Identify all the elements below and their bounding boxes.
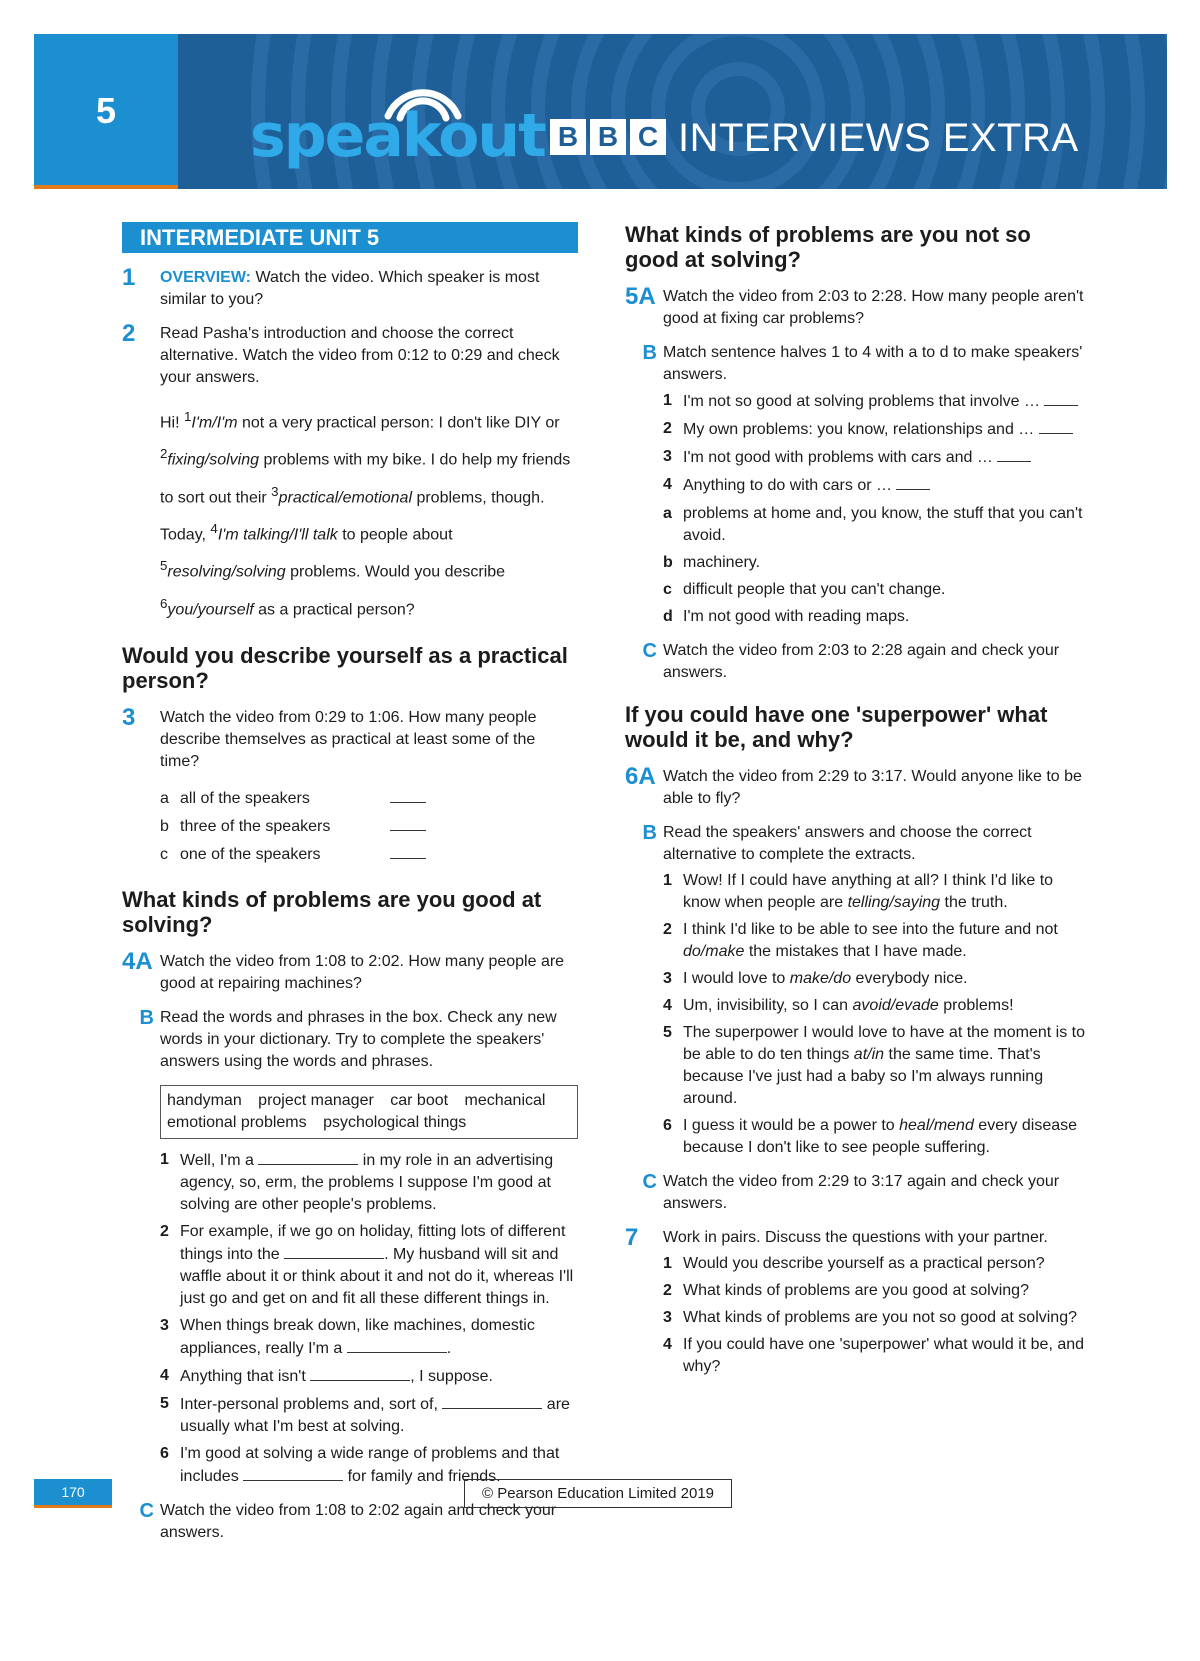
exercise-letter: C (642, 640, 657, 662)
answer-gap[interactable] (997, 446, 1031, 462)
text-before: For example, if we go on holiday, fitting lots of different things into the (180, 1222, 566, 1263)
exercise-letter: C (642, 1171, 657, 1193)
text-after: . My husband will sit and waffle about it or think about it and not do it, whereas I'll just go and get on and fit all these different things in. (180, 1245, 574, 1307)
item-number: 3 (160, 1316, 169, 1334)
page-accent-strip (34, 1505, 112, 1508)
exercise-5c (625, 640, 1085, 684)
exercise-number: 3 (122, 703, 136, 731)
text-before: I would love to (683, 970, 790, 987)
para-text: as a practical person? (253, 600, 415, 618)
question-text: If you could have one 'superpower' what would it be, and why? (683, 1336, 1085, 1375)
answer-gap[interactable] (258, 1149, 358, 1165)
list-item (663, 418, 1085, 441)
list-item (160, 1221, 578, 1310)
unit-number: 5 (95, 90, 117, 131)
sentence-endings (625, 503, 1085, 628)
item-number: 4 (663, 997, 672, 1014)
exercise-5b (625, 342, 1085, 386)
question-text: What kinds of problems are you not so good at solving? (683, 1309, 1077, 1326)
discussion-questions (625, 1253, 1085, 1378)
alternative-choice[interactable]: make/do (789, 970, 852, 987)
gap-number: 1 (184, 409, 192, 424)
option-row (160, 841, 578, 869)
list-item (160, 1393, 578, 1438)
text-before: I guess it would be a power to (683, 1117, 900, 1134)
list-item (663, 1280, 1085, 1302)
alternative-choice[interactable]: heal/mend (899, 1117, 974, 1134)
gap-number: 4 (210, 520, 218, 536)
list-item (663, 552, 1085, 574)
header-banner (34, 34, 1167, 189)
list-item (663, 1334, 1085, 1378)
logo-text: speakout (250, 101, 545, 171)
answer-blank[interactable] (390, 785, 426, 803)
alternative-choice[interactable]: I'm talking/I'll talk (217, 526, 338, 544)
box-word: emotional problems (167, 1113, 307, 1131)
half-text: I'm not good with problems with cars and … (683, 449, 993, 466)
half-text: Anything to do with cars or … (683, 477, 892, 494)
unit-heading: INTERMEDIATE UNIT 5 (122, 222, 578, 253)
option-text: all of the speakers (180, 789, 310, 807)
list-item (663, 919, 1085, 963)
left-column (122, 222, 578, 1556)
list-item (663, 579, 1085, 601)
speakout-logo (250, 101, 545, 171)
exercise-1 (122, 264, 578, 311)
item-letter: c (663, 581, 672, 598)
exercise-letter: B (642, 342, 657, 364)
item-text (180, 1365, 578, 1388)
text-before: Anything that isn't (180, 1367, 311, 1385)
text-after: in my role in an advertising agency, so, erm, the problems I suppose I'm good at solving are other people's problems. (180, 1151, 554, 1213)
list-item (160, 1149, 578, 1216)
overview-label: OVERVIEW: (160, 269, 251, 286)
list-item (663, 1022, 1085, 1110)
list-item (663, 1115, 1085, 1159)
half-text: I'm not so good at solving problems that involve … (683, 393, 1041, 410)
text-before: Wow! If I could have anything at all? I think I'd like to know when people are (683, 872, 1054, 911)
item-number: 2 (160, 1222, 169, 1240)
alternative-choice[interactable]: do/make (683, 943, 745, 960)
instruction-text: Watch the video from 2:29 to 3:17 again and check your answers. (663, 1173, 1060, 1212)
item-number: 1 (663, 1255, 672, 1272)
answer-gap[interactable] (442, 1393, 542, 1409)
list-item (663, 995, 1085, 1017)
answer-gap[interactable] (284, 1243, 384, 1259)
text-after: problems! (938, 997, 1014, 1014)
box-word: psychological things (323, 1113, 467, 1131)
text-before: Inter-personal problems and, sort of, (180, 1395, 443, 1413)
exercise-6c (625, 1171, 1085, 1215)
box-word: mechanical (464, 1091, 546, 1109)
text-before: I think I'd like to be able to see into the future and not (683, 921, 1058, 938)
answer-gap[interactable] (1039, 418, 1073, 434)
page-number: 170 (34, 1479, 112, 1505)
list-item (663, 390, 1085, 413)
exercise-letter: C (139, 1499, 154, 1522)
item-text (683, 1115, 1085, 1159)
para-text: Hi! (160, 414, 184, 432)
item-text (683, 390, 1085, 413)
instruction-text: Watch the video from 2:03 to 2:28 again and check your answers. (663, 642, 1060, 681)
item-text (683, 870, 1085, 914)
item-number: 4 (160, 1366, 169, 1384)
gap-number: 3 (271, 483, 279, 499)
text-before: The superpower I would love to have at the moment is to be able to do ten things (683, 1024, 1085, 1063)
item-number: 1 (663, 392, 672, 409)
exercise-number: 7 (625, 1224, 639, 1251)
list-item (663, 870, 1085, 914)
option-text: three of the speakers (180, 817, 331, 835)
bbc-letter: B (590, 119, 626, 155)
item-letter: a (663, 505, 672, 522)
half-text: My own problems: you know, relationships and … (683, 421, 1035, 438)
answer-gap[interactable] (243, 1465, 343, 1481)
pasha-introduction (122, 401, 578, 625)
instruction-text: Match sentence halves 1 to 4 with a to d to make speakers' answers. (663, 344, 1083, 383)
list-item (160, 1315, 578, 1360)
alternative-choice[interactable]: you/yourself (167, 600, 254, 618)
item-text: difficult people that you can't change. (683, 581, 946, 598)
instruction-text: Read the speakers' answers and choose the correct alternative to complete the extracts. (663, 824, 1032, 863)
text-after: are usually what I'm best at solving. (180, 1395, 570, 1435)
text-after: the same time. That's because I've just had a baby so I'm always running around. (683, 1046, 1044, 1107)
text-before: Well, I'm a (180, 1151, 259, 1169)
item-letter: d (663, 608, 673, 625)
question-text: What kinds of problems are you good at solving? (683, 1282, 1029, 1299)
exercise-2 (122, 320, 578, 389)
exercise-number: 1 (122, 264, 136, 291)
item-number: 2 (663, 921, 672, 938)
answer-gap[interactable] (347, 1337, 447, 1353)
unit-number-box (34, 34, 178, 189)
item-text (683, 474, 1085, 497)
exercise-number: 5A (625, 283, 656, 310)
answer-options (122, 785, 578, 869)
item-text (683, 995, 1085, 1017)
item-text (683, 919, 1085, 963)
text-after: for family and friends. (343, 1467, 501, 1485)
item-number: 6 (663, 1117, 672, 1134)
alternative-choice[interactable]: fixing/solving (167, 451, 260, 469)
alternative-choice[interactable]: resolving/solving (167, 563, 286, 581)
instruction-text: Watch the video from 2:03 to 2:28. How many people aren't good at fixing car problems? (663, 288, 1084, 327)
text-after: everybody nice. (851, 970, 968, 987)
text-before: I'm good at solving a wide range of problems and that includes (180, 1444, 560, 1485)
word-box (160, 1085, 578, 1139)
bbc-logo (550, 119, 666, 155)
box-word: car boot (390, 1091, 449, 1109)
bbc-letter: C (630, 119, 666, 155)
item-text (683, 968, 1085, 990)
item-text: machinery. (683, 554, 761, 571)
item-text (683, 446, 1085, 469)
item-letter: b (663, 554, 673, 571)
list-item (663, 968, 1085, 990)
unit-accent-strip (34, 185, 178, 189)
exercise-6b (625, 822, 1085, 866)
answer-gap[interactable] (1044, 390, 1078, 406)
item-number: 3 (663, 1309, 672, 1326)
exercise-number: 2 (122, 320, 136, 347)
right-column (625, 222, 1085, 1390)
item-text: I'm not good with reading maps. (683, 608, 910, 625)
box-word: handyman (167, 1091, 242, 1109)
item-number: 2 (663, 420, 672, 437)
item-number: 2 (663, 1282, 672, 1299)
item-number: 1 (160, 1150, 169, 1168)
option-row (160, 785, 578, 813)
instruction-text: Watch the video from 1:08 to 2:02. How many people are good at repairing machines? (160, 952, 565, 992)
answer-blank[interactable] (390, 813, 426, 831)
answer-blank[interactable] (390, 841, 426, 859)
banner-title: INTERVIEWS EXTRA (678, 116, 1079, 160)
item-number: 4 (663, 476, 672, 493)
gap-fill-list (122, 1149, 578, 1488)
exercise-4a (122, 947, 578, 995)
answer-gap[interactable] (896, 474, 930, 490)
item-text (180, 1315, 578, 1360)
alternative-choice[interactable]: at/in (853, 1046, 885, 1063)
exercise-4b (122, 1007, 578, 1073)
bbc-letter: B (550, 119, 586, 155)
list-item (663, 1253, 1085, 1275)
item-number: 3 (663, 448, 672, 465)
instruction-text: Watch the video from 0:29 to 1:06. How many people describe themselves as practical at least some of the time? (160, 708, 537, 770)
exercise-5a (625, 283, 1085, 330)
alternative-choice[interactable]: practical/emotional (278, 488, 412, 506)
gap-number: 2 (160, 446, 168, 462)
item-text (180, 1393, 578, 1438)
copyright-notice: © Pearson Education Limited 2019 (464, 1479, 732, 1508)
list-item (663, 474, 1085, 497)
option-letter: c (160, 845, 168, 863)
alternative-choice[interactable]: I'm/I'm (191, 414, 238, 432)
instruction-text: Read Pasha's introduction and choose the correct alternative. Watch the video from 0:12 to 0:29 and check your answers. (160, 325, 560, 386)
option-text: one of the speakers (180, 845, 321, 863)
item-text: problems at home and, you know, the stuff that you can't avoid. (683, 505, 1083, 544)
item-number: 5 (160, 1394, 169, 1412)
box-word: project manager (258, 1091, 374, 1109)
option-letter: a (160, 789, 169, 807)
list-item (663, 606, 1085, 628)
para-text: problems with my bike. I do help my friends to sort out their (160, 451, 571, 506)
item-text (683, 418, 1085, 441)
para-text: problems. Would you describe (285, 563, 506, 581)
item-number: 1 (663, 872, 672, 889)
gap-number: 5 (160, 558, 168, 574)
instruction-text: Read the words and phrases in the box. Check any new words in your dictionary. Try to complete the speakers' answers using the words and phrases. (160, 1008, 557, 1070)
exercise-3 (122, 703, 578, 773)
text-before: When things break down, like machines, domestic appliances, really I'm a (180, 1316, 535, 1357)
text-after: the mistakes that I have made. (744, 943, 967, 960)
section-heading: If you could have one 'superpower' what would it be, and why? (625, 702, 1048, 752)
text-after: every disease because I don't like to see people suffering. (683, 1117, 1078, 1156)
exercise-letter: B (139, 1006, 154, 1029)
exercise-number: 4A (122, 947, 153, 975)
instruction-text: Watch the video from 2:29 to 3:17. Would anyone like to be able to fly? (663, 768, 1082, 807)
exercise-letter: B (642, 822, 657, 844)
alternative-choice[interactable]: avoid/evade (852, 997, 939, 1014)
exercise-6a (625, 763, 1085, 810)
item-number: 5 (663, 1024, 672, 1041)
gap-number: 6 (160, 595, 168, 611)
para-text: problems, though. Today, (160, 488, 545, 544)
list-item (663, 1307, 1085, 1329)
instruction-text: Watch the video from 1:08 to 2:02 again and check your answers. (160, 1501, 557, 1541)
option-row (160, 813, 578, 841)
exercise-number: 6A (625, 763, 656, 790)
question-text: Would you describe yourself as a practical person? (683, 1255, 1045, 1272)
extract-list (625, 870, 1085, 1159)
para-text: to people about (337, 526, 453, 544)
list-item (160, 1365, 578, 1388)
banner-background (178, 34, 1167, 189)
exercise-7 (625, 1224, 1085, 1251)
section-heading: What kinds of problems are you not so good at solving? (625, 222, 1031, 272)
alternative-choice[interactable]: telling/saying (847, 894, 941, 911)
answer-gap[interactable] (310, 1365, 410, 1381)
item-text (683, 1022, 1085, 1110)
item-text (180, 1149, 578, 1216)
item-number: 3 (663, 970, 672, 987)
sentence-halves (625, 390, 1085, 497)
para-text: not a very practical person: I don't like DIY or (237, 414, 560, 432)
list-item (663, 446, 1085, 469)
exercise-instruction (160, 267, 578, 311)
item-number: 4 (663, 1336, 672, 1353)
text-after: . (446, 1339, 452, 1357)
section-heading: What kinds of problems are you good at solving? (122, 886, 542, 937)
section-heading: Would you describe yourself as a practical person? (122, 642, 568, 693)
item-text (180, 1221, 578, 1310)
option-letter: b (160, 817, 169, 835)
list-item (663, 503, 1085, 547)
instruction-text: Work in pairs. Discuss the questions with your partner. (663, 1229, 1048, 1246)
item-number: 6 (160, 1444, 169, 1462)
text-after: , I suppose. (410, 1367, 493, 1385)
text-before: Um, invisibility, so I can (683, 997, 853, 1014)
text-after: the truth. (940, 894, 1008, 911)
instruction-text: Watch the video. Which speaker is most similar to you? (160, 269, 540, 308)
